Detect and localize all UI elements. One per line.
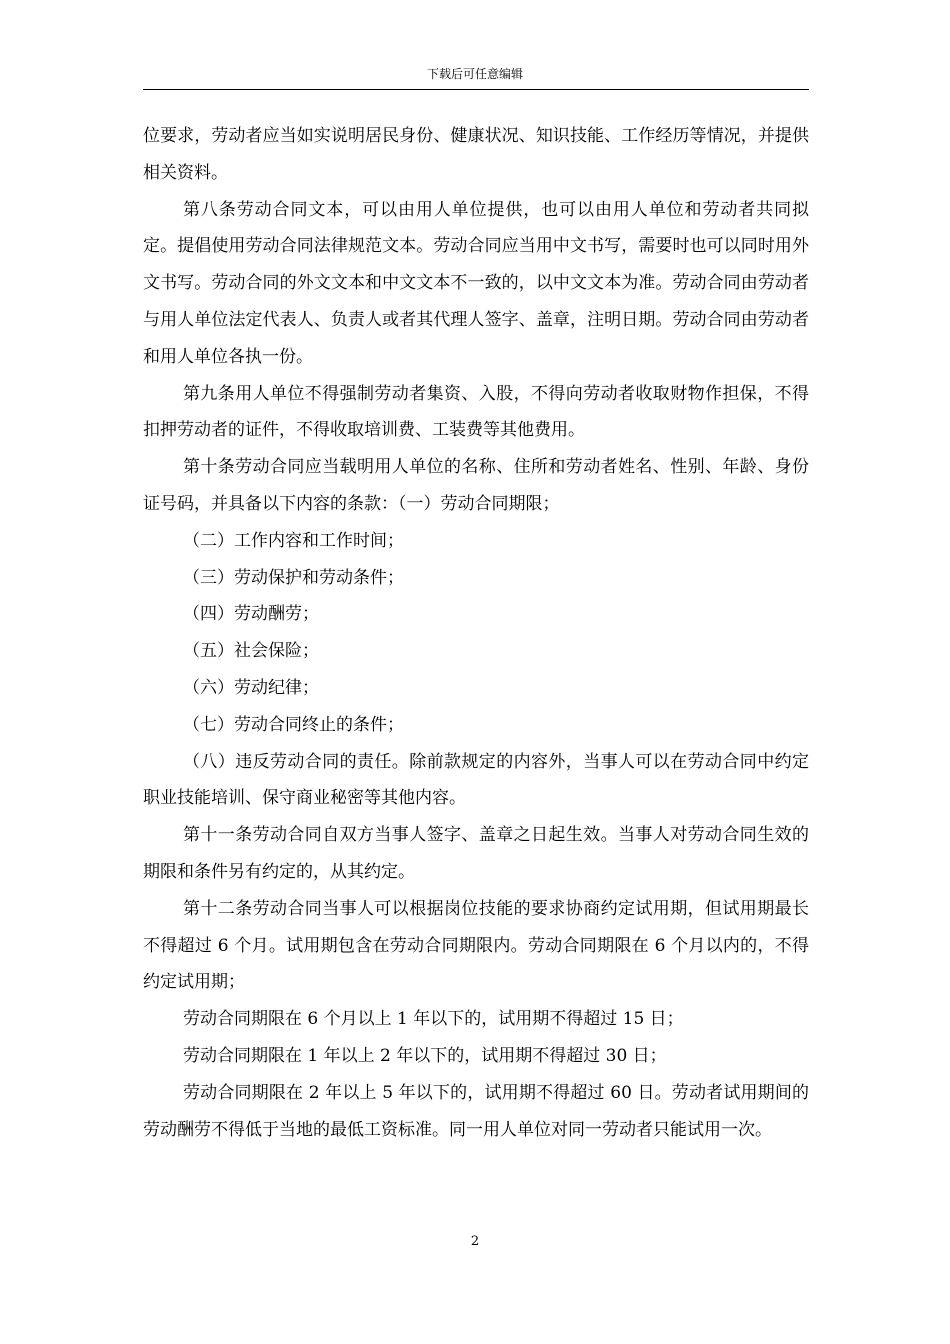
paragraph: 劳动合同期限在 6 个月以上 1 年以下的，试用期不得超过 15 日； (183, 1009, 684, 1030)
paragraph: 第十二条劳动合同当事人可以根据岗位技能的要求协商约定试用期，但试用期最长不得超过 6 个月。试用期包含在劳动合同期限内。劳动合同期限在 6 个月以内的，不得约定试用期； (143, 898, 809, 993)
paragraph: （六）劳动纪律； (183, 677, 319, 698)
paragraph: 第十条劳动合同应当载明用人单位的名称、住所和劳动者姓名、性别、年龄、身份证号码，并具备以下内容的条款：（一）劳动合同期限； (143, 457, 809, 514)
paragraph: （四）劳动酬劳； (183, 604, 319, 625)
paragraph: 第十一条劳动合同自双方当事人签字、盖章之日起生效。当事人对劳动合同生效的期限和条件另有约定的，从其约定。 (143, 825, 809, 882)
paragraph: （五）社会保险； (183, 641, 319, 662)
paragraph: 位要求，劳动者应当如实说明居民身份、健康状况、知识技能、工作经历等情况，并提供相关资料。 (143, 126, 809, 183)
paragraph: 劳动合同期限在 1 年以上 2 年以下的，试用期不得超过 30 日； (183, 1045, 667, 1066)
page-number: 2 (470, 1234, 480, 1249)
paragraph: 劳动合同期限在 2 年以上 5 年以下的，试用期不得超过 60 日。劳动者试用期间的劳动酬劳不得低于当地的最低工资标准。同一用人单位对同一劳动者只能试用一次。 (143, 1082, 809, 1140)
paragraph: 第九条用人单位不得强制劳动者集资、入股，不得向劳动者收取财物作担保，不得扣押劳动者的证件，不得收取培训费、工装费等其他费用。 (143, 383, 809, 441)
page-header: 下载后可任意编辑 (426, 67, 523, 81)
paragraph: （八）违反劳动合同的责任。除前款规定的内容外，当事人可以在劳动合同中约定职业技能培训、保守商业秘密等其他内容。 (143, 751, 809, 809)
paragraph: （二）工作内容和工作时间； (183, 530, 404, 551)
header-divider (143, 89, 809, 90)
paragraph: （七）劳动合同终止的条件； (183, 714, 404, 735)
paragraph: 第八条劳动合同文本，可以由用人单位提供，也可以由用人单位和劳动者共同拟定。提倡使用劳动合同法律规范文本。劳动合同应当用中文书写，需要时也可以同时用外文书写。劳动合同的外文文本和中文文本不一致的，以中文文本为准。劳动合同由劳动者与用人单位法定代表人、负责人或者其代理人签字、盖章，注明日期。劳动合同由劳动者和用人单位各执一份。 (143, 199, 809, 367)
paragraph: （三）劳动保护和劳动条件； (183, 567, 404, 588)
document-body (143, 118, 809, 1148)
